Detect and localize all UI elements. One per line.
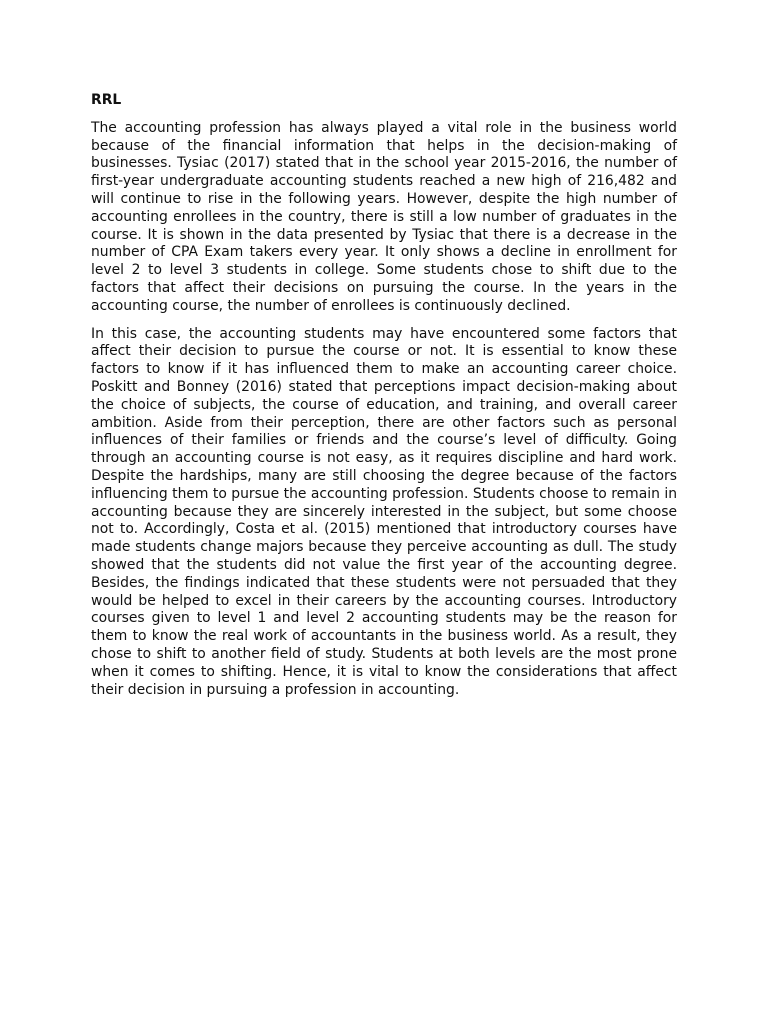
paragraph-1: The accounting profession has always played a vital role in the business world because of the financial information that helps in the decision-making of businesses. Tysiac (2017) stated that in the school year 2015-2016, the number of first-year undergraduate accounting students reached a new high of 216,482 and will continue to rise in the following years. However, despite the high number of accounting enrollees in the country, there is still a low number of graduates in the course. It is shown in the data presented by Tysiac that there is a decrease in the number of CPA Exam takers every year. It only shows a decline in enrollment for level 2 to level 3 students in college. Some students chose to shift due to the factors that affect their decisions on pursuing the course. In the years in the accounting course, the number of enrollees is continuously declined.	[91, 119, 677, 314]
paragraph-2: In this case, the accounting students may have encountered some factors that affect their decision to pursue the course or not. It is essential to know these factors to know if it has influenced them to make an accounting career choice. Poskitt and Bonney (2016) stated that perceptions impact decision-making about the choice of subjects, the course of education, and training, and overall career ambition. Aside from their perception, there are other factors such as personal influences of their families or friends and the course’s level of difficulty. Going through an accounting course is not easy, as it requires discipline and hard work. Despite the hardships, many are still choosing the degree because of the factors influencing them to pursue the accounting profession. Students choose to remain in accounting because they are sincerely interested in the subject, but some choose not to. Accordingly, Costa et al. (2015) mentioned that introductory courses have made students change majors because they perceive accounting as dull. The study showed that the students did not value the first year of the accounting degree. Besides, the findings indicated that these students were not persuaded that they would be helped to excel in their careers by the accounting courses. Introductory courses given to level 1 and level 2 accounting students may be the reason for them to know the real work of accountants in the business world. As a result, they chose to shift to another field of study. Students at both levels are the most prone when it comes to shifting. Hence, it is vital to know the considerations that affect their decision in pursuing a profession in accounting.	[91, 325, 677, 698]
document-heading: RRL	[91, 92, 122, 108]
document-body	[91, 92, 677, 709]
